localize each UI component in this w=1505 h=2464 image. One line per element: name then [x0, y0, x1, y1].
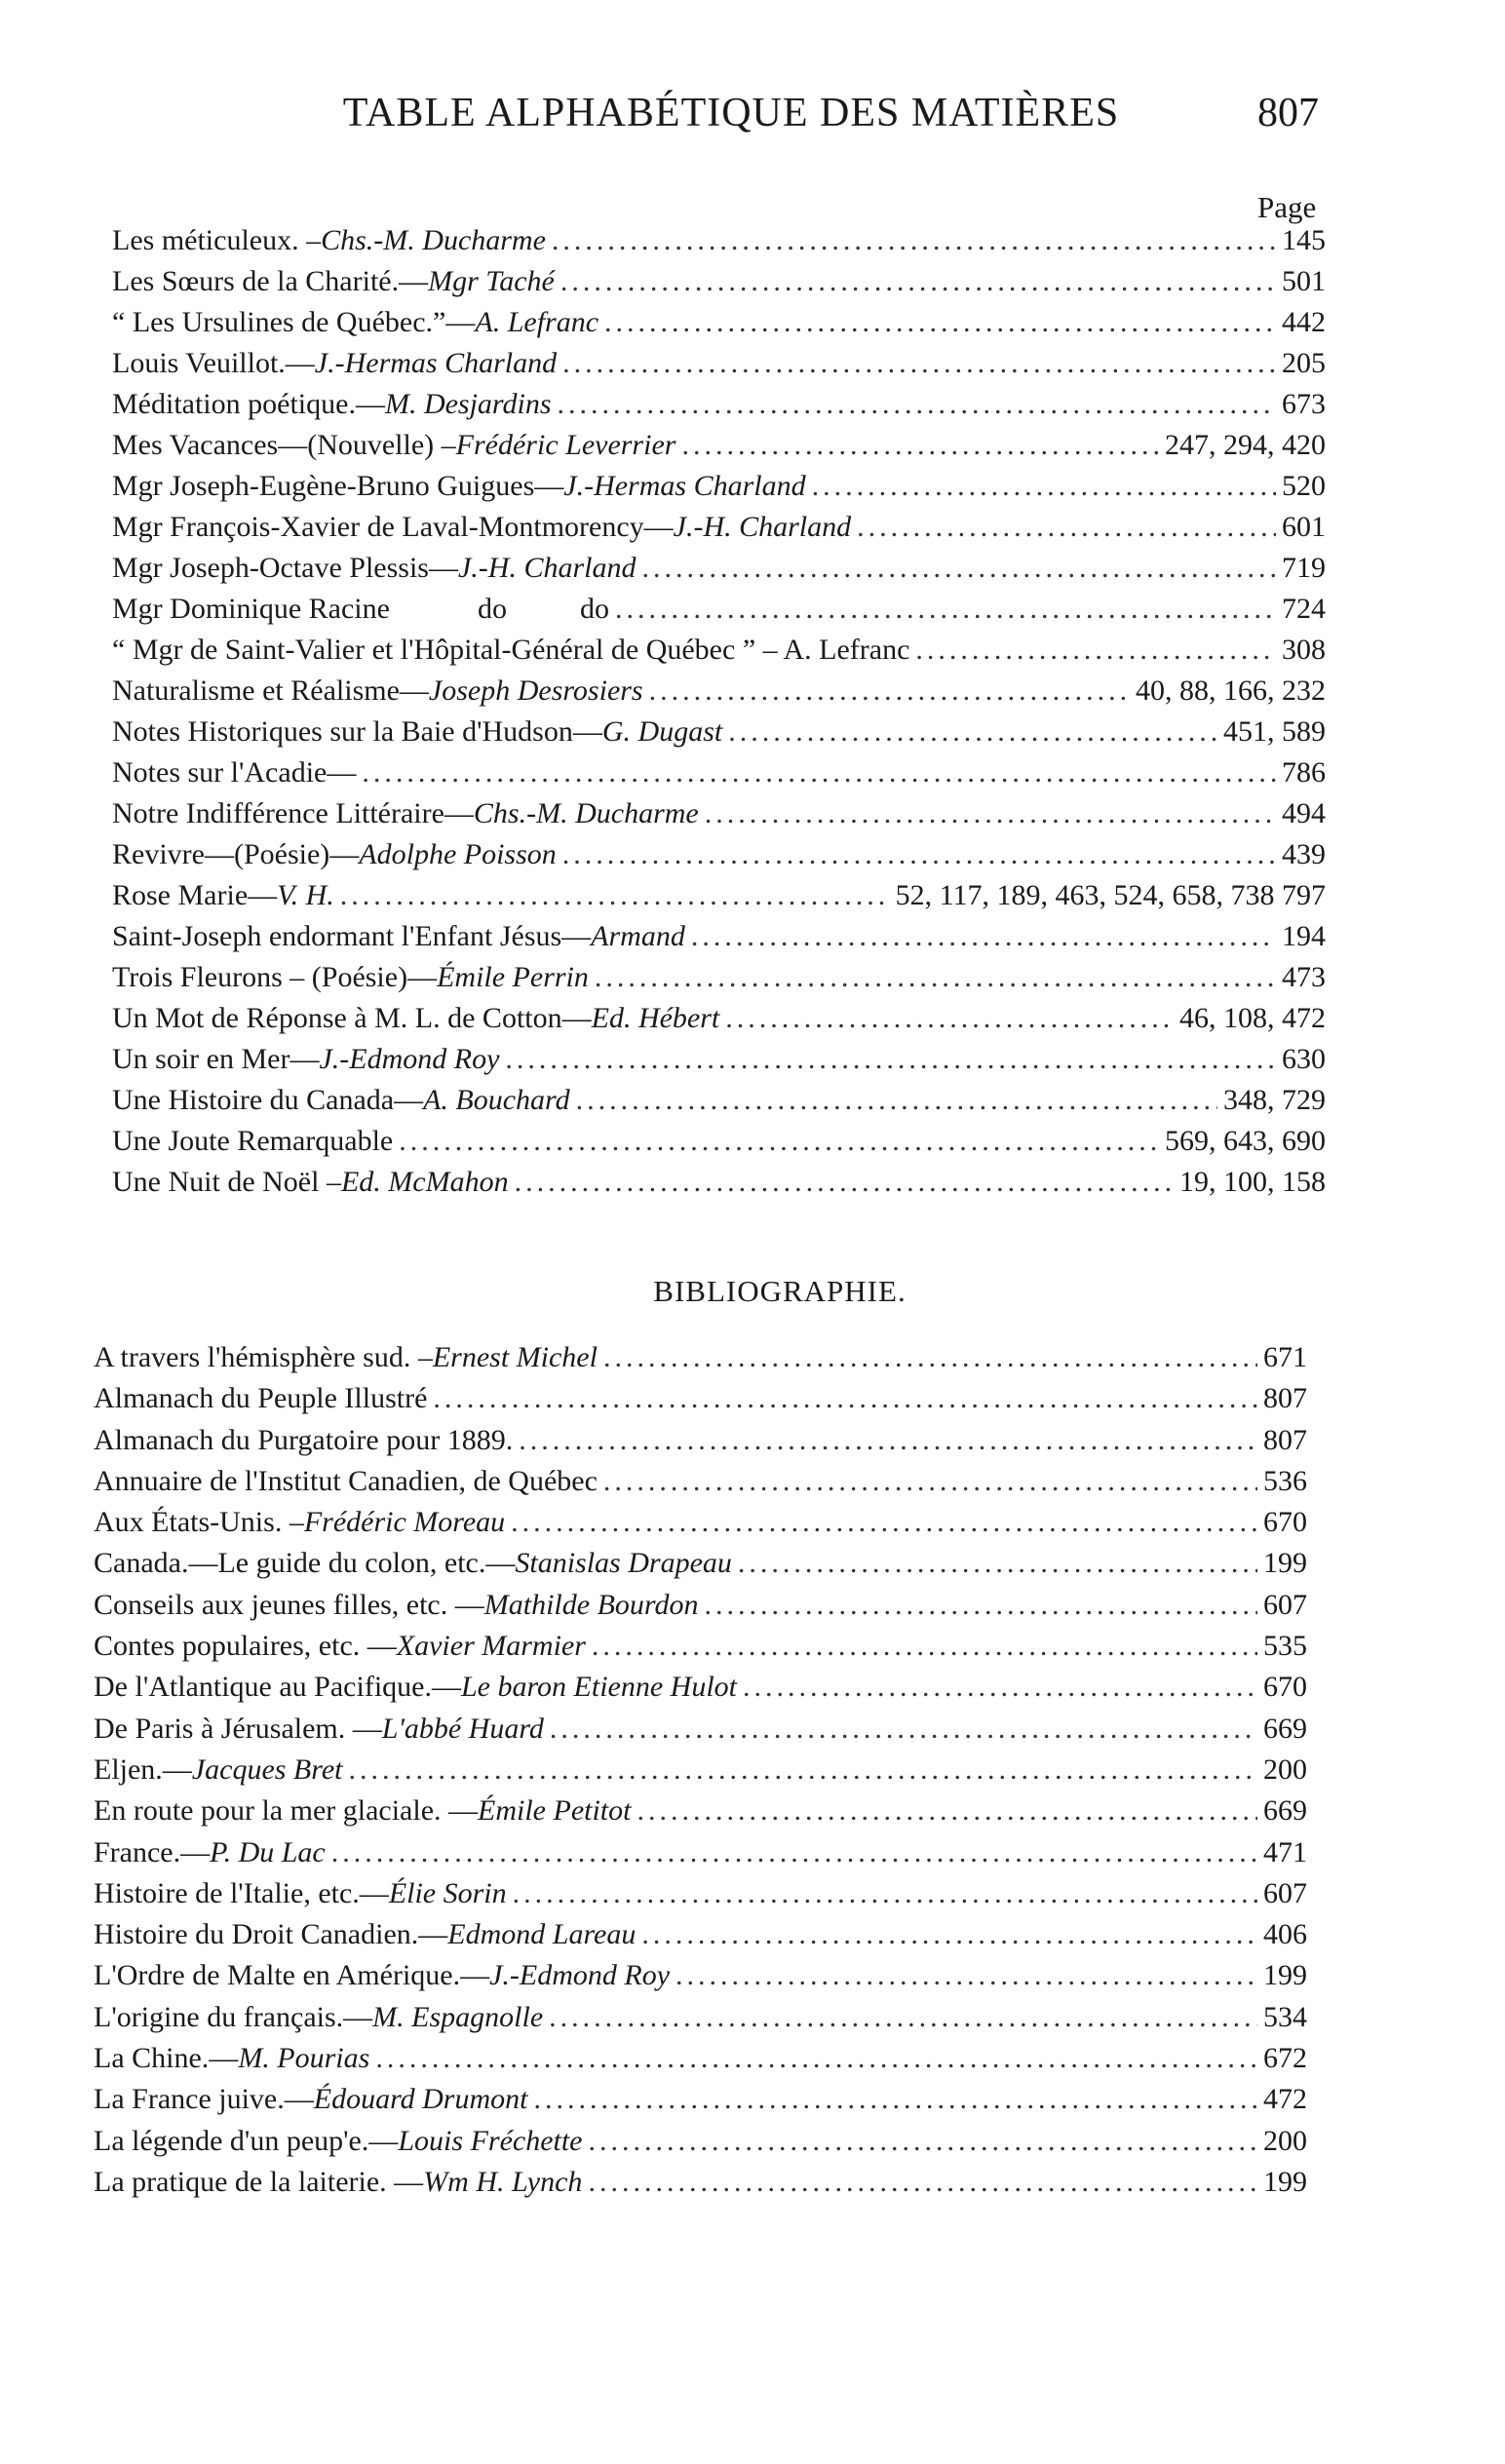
- leader-dots: [812, 466, 1276, 507]
- entry-title: Mgr Joseph-Octave Plessis—: [112, 552, 458, 584]
- entry-title: La légende d'un peup'e.—: [94, 2124, 399, 2157]
- leader-dots: [681, 425, 1159, 466]
- leader-dots: [511, 1502, 1257, 1543]
- toc-entry: [112, 220, 1326, 261]
- entry-title: Mgr François-Xavier de Laval-Montmorency—: [112, 511, 674, 543]
- leader-dots: [348, 1750, 1257, 1790]
- bibliography-entry: [94, 1502, 1307, 1543]
- entry-author: Ernest Michel: [432, 1341, 598, 1373]
- entry-pages: 673: [1282, 388, 1326, 420]
- leader-dots: [641, 548, 1276, 589]
- entry-title: Rose Marie—: [112, 879, 278, 911]
- entry-pages: 40, 88, 166, 232: [1136, 674, 1326, 707]
- leader-dots: [704, 1585, 1257, 1626]
- toc-entry: [112, 302, 1326, 343]
- entry-pages: 607: [1263, 1588, 1307, 1621]
- entry-title: Conseils aux jeunes filles, etc. —: [94, 1588, 484, 1621]
- entry-author: G. Dugast: [601, 715, 723, 748]
- leader-dots: [513, 1873, 1257, 1914]
- entry-pages: 471: [1263, 1835, 1307, 1868]
- toc-entry: [112, 957, 1326, 998]
- leader-dots: [562, 343, 1276, 384]
- leader-dots: [595, 957, 1276, 998]
- toc-entry: [112, 1039, 1326, 1080]
- entry-pages: 52, 117, 189, 463, 524, 658, 738 797: [895, 879, 1326, 911]
- bibliography-entry: [94, 1750, 1307, 1790]
- toc-entry: [112, 507, 1326, 548]
- entry-title: Saint-Joseph endormant l'Enfant Jésus—: [112, 920, 592, 952]
- entry-title: Histoire du Droit Canadien.—: [94, 1918, 448, 1951]
- entry-author: Mathilde Bourdon: [483, 1588, 699, 1621]
- entry-title: Une Nuit de Noël –: [112, 1166, 341, 1198]
- toc-entry: [112, 589, 1326, 630]
- entry-pages: 19, 100, 158: [1179, 1166, 1326, 1198]
- entry-title: Canada.—Le guide du colon, etc.—: [94, 1547, 516, 1580]
- leader-dots: [728, 712, 1217, 752]
- entry-title: Trois Fleurons – (Poésie)—: [112, 961, 438, 993]
- entry-author: M. Pourias: [238, 2042, 370, 2075]
- entry-pages: 807: [1263, 1423, 1307, 1456]
- entry-title: Mes Vacances—(Nouvelle) –: [112, 429, 456, 461]
- toc-entry: [112, 1080, 1326, 1121]
- entry-author: Adolphe Poisson: [359, 838, 557, 870]
- entry-pages: 672: [1263, 2042, 1307, 2075]
- page-number: 807: [1257, 91, 1319, 135]
- toc-entry: [112, 548, 1326, 589]
- entry-pages: 451, 589: [1223, 715, 1326, 748]
- entry-title: Histoire de l'Italie, etc.—: [94, 1876, 389, 1909]
- entry-author: J.-H. Charland: [673, 511, 852, 543]
- entry-author: Élie Sorin: [388, 1876, 507, 1909]
- entry-author: Edmond Lareau: [447, 1918, 637, 1951]
- page-column-label: Page: [1257, 190, 1317, 224]
- entry-title: Notes sur l'Acadie—: [112, 756, 357, 789]
- toc-entry: [112, 834, 1326, 875]
- entry-title: De l'Atlantique au Pacifique.—: [94, 1671, 461, 1704]
- leader-dots: [519, 1420, 1257, 1461]
- bibliography-entry: [94, 1914, 1307, 1955]
- entry-pages: 670: [1263, 1671, 1307, 1704]
- entry-pages: 669: [1263, 1794, 1307, 1828]
- bibliography-entry: [94, 1378, 1307, 1419]
- entry-title: Mgr Joseph-Eugène-Bruno Guigues—: [112, 470, 564, 502]
- bibliography-entry: [94, 1626, 1307, 1667]
- entry-author: Frédéric Moreau: [303, 1506, 506, 1539]
- entry-pages: 520: [1282, 470, 1326, 502]
- entry-pages: 534: [1263, 2000, 1307, 2033]
- entry-pages: 472: [1263, 2083, 1307, 2116]
- entry-author: M. Desjardins: [384, 388, 552, 420]
- leader-dots: [399, 1121, 1159, 1162]
- toc-entry: [112, 671, 1326, 712]
- leader-dots: [691, 916, 1276, 957]
- leader-dots: [576, 1080, 1217, 1121]
- leader-dots: [552, 220, 1276, 261]
- entry-author: J.-Edmond Roy: [319, 1043, 500, 1075]
- entry-pages: 199: [1263, 1959, 1307, 1992]
- entry-pages: 247, 294, 420: [1165, 429, 1326, 461]
- entry-title: Notes Historiques sur la Baie d'Hudson—: [112, 715, 602, 748]
- entry-pages: 348, 729: [1223, 1084, 1326, 1116]
- leader-dots: [362, 752, 1276, 793]
- entry-author: Joseph Desrosiers: [428, 674, 643, 707]
- leader-dots: [549, 1997, 1257, 2038]
- entry-pages: 145: [1282, 224, 1326, 256]
- toc-entry: [112, 752, 1326, 793]
- bibliography-entry: [94, 1461, 1307, 1502]
- entry-author: Ed. McMahon: [340, 1166, 509, 1198]
- entry-pages: 670: [1263, 1506, 1307, 1539]
- bibliography-entry: [94, 2038, 1307, 2079]
- leader-dots: [615, 589, 1276, 630]
- entry-author: Chs.-M. Ducharme: [321, 224, 546, 256]
- entry-title: Mgr Dominique Racine do do: [112, 593, 609, 625]
- entry-pages: 406: [1263, 1918, 1307, 1951]
- bibliography-list: [94, 1337, 1307, 2203]
- leader-dots: [738, 1543, 1257, 1584]
- entry-title: L'Ordre de Malte en Amérique.—: [94, 1959, 490, 1992]
- entry-title: Un soir en Mer—: [112, 1043, 320, 1075]
- entry-title: “ Les Ursulines de Québec.”—: [112, 306, 476, 338]
- bibliography-entry: [94, 1585, 1307, 1626]
- toc-entry: [112, 916, 1326, 957]
- entry-title: Les Sœurs de la Charité.—: [112, 265, 429, 297]
- entry-author: Édouard Drumont: [313, 2083, 528, 2116]
- leader-dots: [705, 793, 1276, 834]
- leader-dots: [649, 671, 1130, 712]
- toc-entry: [112, 343, 1326, 384]
- entry-author: Xavier Marmier: [396, 1630, 586, 1663]
- entry-title: Une Joute Remarquable: [112, 1125, 394, 1157]
- entry-author: L'abbé Huard: [381, 1712, 544, 1745]
- entry-title: L'origine du français.—: [94, 2000, 373, 2033]
- entry-pages: 442: [1282, 306, 1326, 338]
- toc-entry: [112, 384, 1326, 425]
- entry-author: Ed. Hébert: [591, 1002, 720, 1034]
- entry-author: Jacques Bret: [191, 1752, 343, 1786]
- entry-pages: 200: [1263, 1752, 1307, 1786]
- bibliography-entry: [94, 2162, 1307, 2203]
- leader-dots: [550, 1709, 1257, 1750]
- leader-dots: [857, 507, 1276, 548]
- entry-pages: 569, 643, 690: [1165, 1125, 1326, 1157]
- entry-author: P. Du Lac: [210, 1835, 326, 1868]
- leader-dots: [641, 1914, 1257, 1955]
- entry-title: Notre Indifférence Littéraire—: [112, 797, 474, 829]
- entry-author: Stanislas Drapeau: [515, 1547, 732, 1580]
- entry-pages: 494: [1282, 797, 1326, 829]
- table-of-contents-list: [112, 220, 1326, 1203]
- entry-author: J.-Hermas Charland: [314, 347, 558, 379]
- entry-author: A. Lefranc: [475, 306, 599, 338]
- bibliography-entry: [94, 1709, 1307, 1750]
- entry-pages: 439: [1282, 838, 1326, 870]
- toc-entry: [112, 1162, 1326, 1203]
- bibliography-entry: [94, 1420, 1307, 1461]
- leader-dots: [589, 2121, 1257, 2162]
- leader-dots: [533, 2079, 1257, 2120]
- leader-dots: [725, 998, 1174, 1039]
- toc-entry: [112, 261, 1326, 302]
- leader-dots: [675, 1955, 1257, 1996]
- bibliography-entry: [94, 1955, 1307, 1996]
- entry-title: Revivre—(Poésie)—: [112, 838, 360, 870]
- entry-pages: 786: [1282, 756, 1326, 789]
- entry-pages: 536: [1263, 1464, 1307, 1497]
- leader-dots: [603, 1461, 1257, 1502]
- entry-pages: 308: [1282, 634, 1326, 666]
- entry-pages: 473: [1282, 961, 1326, 993]
- toc-entry: [112, 875, 1326, 916]
- leader-dots: [375, 2038, 1257, 2079]
- leader-dots: [603, 1337, 1257, 1378]
- running-title: TABLE ALPHABÉTIQUE DES MATIÈRES: [342, 91, 1120, 135]
- entry-title: La pratique de la laiterie. —: [94, 2165, 424, 2198]
- bibliography-heading: BIBLIOGRAPHIE.: [653, 1274, 907, 1308]
- entry-title: Naturalisme et Réalisme—: [112, 674, 429, 707]
- entry-title: Contes populaires, etc. —: [94, 1630, 397, 1663]
- entry-pages: 671: [1263, 1341, 1307, 1373]
- bibliography-entry: [94, 1337, 1307, 1378]
- toc-entry: [112, 630, 1326, 671]
- entry-title: “ Mgr de Saint-Valier et l'Hôpital-Général de Québec ” – A. Lefranc: [112, 634, 910, 666]
- bibliography-entry: [94, 1873, 1307, 1914]
- entry-author: Louis Fréchette: [398, 2124, 583, 2157]
- toc-entry: [112, 425, 1326, 466]
- entry-pages: 501: [1282, 265, 1326, 297]
- entry-title: Aux États-Unis. –: [94, 1506, 304, 1539]
- entry-author: V. H.: [277, 879, 334, 911]
- entry-author: Émile Petitot: [478, 1794, 632, 1828]
- entry-title: France.—: [94, 1835, 211, 1868]
- leader-dots: [743, 1667, 1257, 1708]
- entry-pages: 607: [1263, 1876, 1307, 1909]
- entry-pages: 719: [1282, 552, 1326, 584]
- entry-pages: 194: [1282, 920, 1326, 952]
- entry-pages: 535: [1263, 1630, 1307, 1663]
- entry-author: Mgr Taché: [428, 265, 555, 297]
- entry-author: M. Espagnolle: [372, 2000, 544, 2033]
- toc-entry: [112, 712, 1326, 752]
- entry-pages: 669: [1263, 1712, 1307, 1745]
- leader-dots: [515, 1162, 1174, 1203]
- entry-author: Armand: [591, 920, 685, 952]
- entry-title: Un Mot de Réponse à M. L. de Cotton—: [112, 1002, 592, 1034]
- toc-entry: [112, 793, 1326, 834]
- entry-pages: 807: [1263, 1382, 1307, 1415]
- bibliography-entry: [94, 2121, 1307, 2162]
- entry-title: Annuaire de l'Institut Canadien, de Québec: [94, 1464, 598, 1497]
- bibliography-entry: [94, 1790, 1307, 1831]
- entry-author: J.-Edmond Roy: [489, 1959, 671, 1992]
- leader-dots: [562, 834, 1276, 875]
- bibliography-entry: [94, 1832, 1307, 1873]
- leader-dots: [915, 630, 1276, 671]
- entry-title: Eljen.—: [94, 1752, 192, 1786]
- entry-pages: 199: [1263, 2165, 1307, 2198]
- entry-title: Une Histoire du Canada—: [112, 1084, 424, 1116]
- entry-pages: 200: [1263, 2124, 1307, 2157]
- leader-dots: [505, 1039, 1276, 1080]
- bibliography-entry: [94, 1997, 1307, 2038]
- entry-title: Méditation poétique.—: [112, 388, 385, 420]
- leader-dots: [433, 1378, 1257, 1419]
- entry-pages: 199: [1263, 1547, 1307, 1580]
- entry-pages: 724: [1282, 593, 1326, 625]
- entry-pages: 601: [1282, 511, 1326, 543]
- entry-author: J.-H. Charland: [457, 552, 637, 584]
- entry-pages: 630: [1282, 1043, 1326, 1075]
- leader-dots: [331, 1832, 1257, 1873]
- entry-author: Chs.-M. Ducharme: [473, 797, 699, 829]
- entry-author: Le baron Etienne Hulot: [460, 1671, 737, 1704]
- toc-entry: [112, 466, 1326, 507]
- toc-entry: [112, 998, 1326, 1039]
- entry-title: Les méticuleux. –: [112, 224, 322, 256]
- entry-title: Almanach du Peuple Illustré: [94, 1382, 428, 1415]
- toc-entry: [112, 1121, 1326, 1162]
- leader-dots: [637, 1790, 1257, 1831]
- leader-dots: [560, 261, 1276, 302]
- entry-title: En route pour la mer glaciale. —: [94, 1794, 479, 1828]
- entry-author: Wm H. Lynch: [423, 2165, 583, 2198]
- leader-dots: [340, 875, 890, 916]
- bibliography-entry: [94, 2079, 1307, 2120]
- entry-title: Louis Veuillot.—: [112, 347, 315, 379]
- entry-author: Frédéric Leverrier: [455, 429, 676, 461]
- entry-pages: 46, 108, 472: [1179, 1002, 1326, 1034]
- entry-title: La France juive.—: [94, 2083, 314, 2116]
- leader-dots: [592, 1626, 1257, 1667]
- entry-title: De Paris à Jérusalem. —: [94, 1712, 382, 1745]
- entry-pages: 205: [1282, 347, 1326, 379]
- entry-author: Émile Perrin: [437, 961, 589, 993]
- leader-dots: [558, 384, 1276, 425]
- bibliography-entry: [94, 1543, 1307, 1584]
- entry-author: A. Bouchard: [423, 1084, 570, 1116]
- entry-author: J.-Hermas Charland: [563, 470, 806, 502]
- bibliography-entry: [94, 1667, 1307, 1708]
- leader-dots: [588, 2162, 1257, 2203]
- leader-dots: [604, 302, 1276, 343]
- entry-title: La Chine.—: [94, 2042, 239, 2075]
- entry-title: Almanach du Purgatoire pour 1889.: [94, 1423, 514, 1456]
- entry-title: A travers l'hémisphère sud. –: [94, 1341, 433, 1373]
